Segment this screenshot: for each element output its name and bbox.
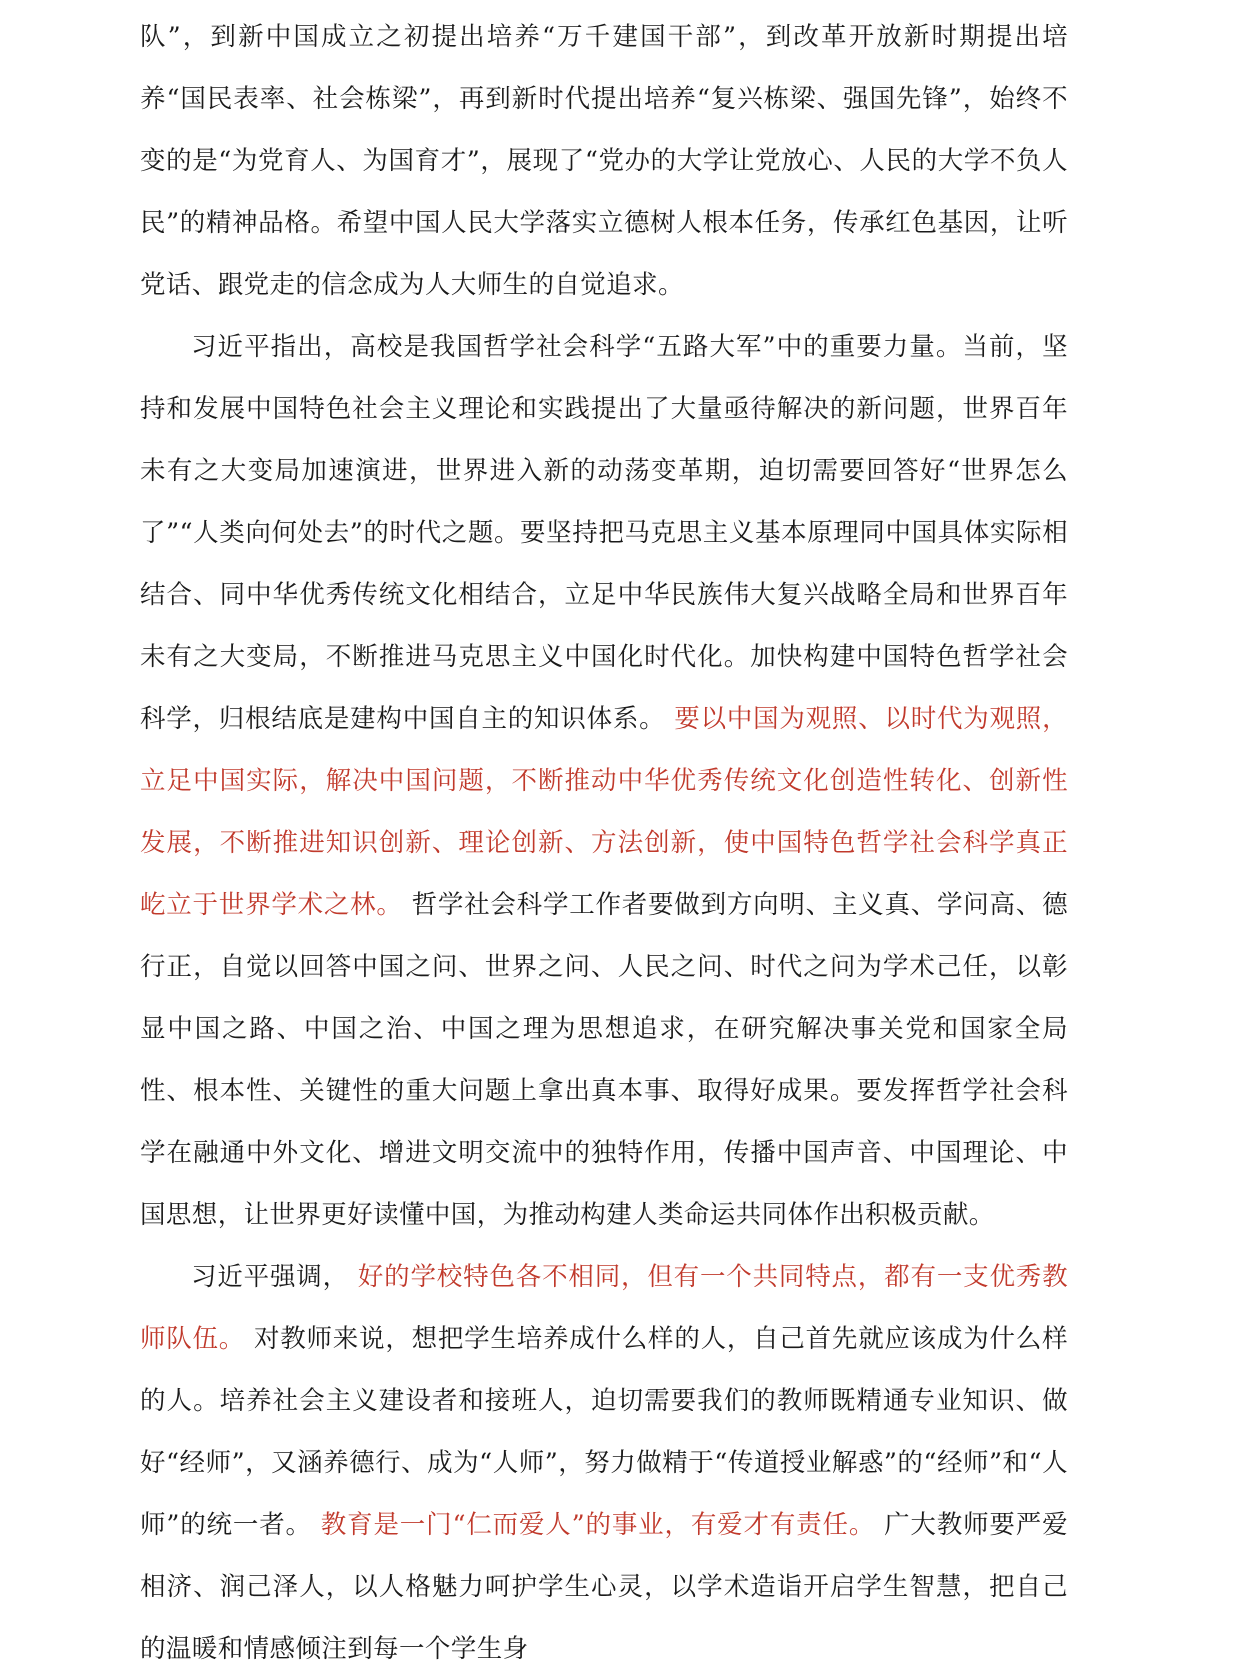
text-run: 对教师来说，想把学生培养成什么样的人，自己首先就应该成为什么样的人。培养社会主义建设者和接班人，迫切需要我们的教师既精通专业知识、做好“经师”，又涵养德行、成为“人师”，努力做精于“传道授业解惑”的“经师”和“人师”的统一者。 xyxy=(140,1324,1069,1540)
paragraph-continuation xyxy=(140,6,1068,316)
text-run: 队”，到新中国成立之初提出培养“万千建国干部”，到改革开放新时期提出培养“国民表率、社会栋梁”，再到新时代提出培养“复兴栋梁、强国先锋”，始终不变的是“为党育人、为国育才”，展现了“党办的大学让党放心、人民的大学不负人民”的精神品格。希望中国人民大学落实立德树人根本任务，传承红色基因，让听党话、跟党走的信念成为人大师生的自觉追求。 xyxy=(140,22,1068,300)
text-run: 习近平强调， xyxy=(191,1262,349,1292)
paragraph-teachers xyxy=(140,1246,1068,1680)
text-run: 广大教师要严爱相济、润己泽人，以人格魅力呵护学生心灵，以学术造诣开启学生智慧，把自己的温暖和情感倾注到每一个学生身 xyxy=(140,1510,1068,1664)
text-run: 哲学社会科学工作者要做到方向明、主义真、学问高、德行正，自觉以回答中国之问、世界之问、人民之问、时代之问为学术己任，以彰显中国之路、中国之治、中国之理为思想追求，在研究解决事关党和国家全局性、根本性、关键性的重大问题上拿出真本事、取得好成果。要发挥哲学社会科学在融通中外文化、增进文明交流中的独特作用，传播中国声音、中国理论、中国思想，让世界更好读懂中国，为推动构建人类命运共同体作出积极贡献。 xyxy=(140,890,1068,1230)
highlighted-text-run: 要以中国为观照、以时代为观照，立足中国实际，解决中国问题，不断推动中华优秀传统文化创造性转化、创新性发展，不断推进知识创新、理论创新、方法创新，使中国特色哲学社会科学真正屹立于世界学术之林。 xyxy=(140,704,1068,920)
paragraph-philosophy-social-science xyxy=(140,316,1068,1246)
highlighted-text-run: 教育是一门“仁而爱人”的事业，有爱才有责任。 xyxy=(320,1510,876,1540)
text-run: 习近平指出，高校是我国哲学社会科学“五路大军”中的重要力量。当前，坚持和发展中国特色社会主义理论和实践提出了大量亟待解决的新问题，世界百年未有之大变局加速演进，世界进入新的动荡变革期，迫切需要回答好“世界怎么了”“人类向何处去”的时代之题。要坚持把马克思主义基本原理同中国具体实际相结合、同中华优秀传统文化相结合，立足中华民族伟大复兴战略全局和世界百年未有之大变局，不断推进马克思主义中国化时代化。加快构建中国特色哲学社会科学，归根结底是建构中国自主的知识体系。 xyxy=(140,332,1068,734)
document-body xyxy=(140,6,1068,1680)
highlighted-text-run: 好的学校特色各不相同，但有一个共同特点，都有一支优秀教师队伍。 xyxy=(140,1262,1068,1354)
